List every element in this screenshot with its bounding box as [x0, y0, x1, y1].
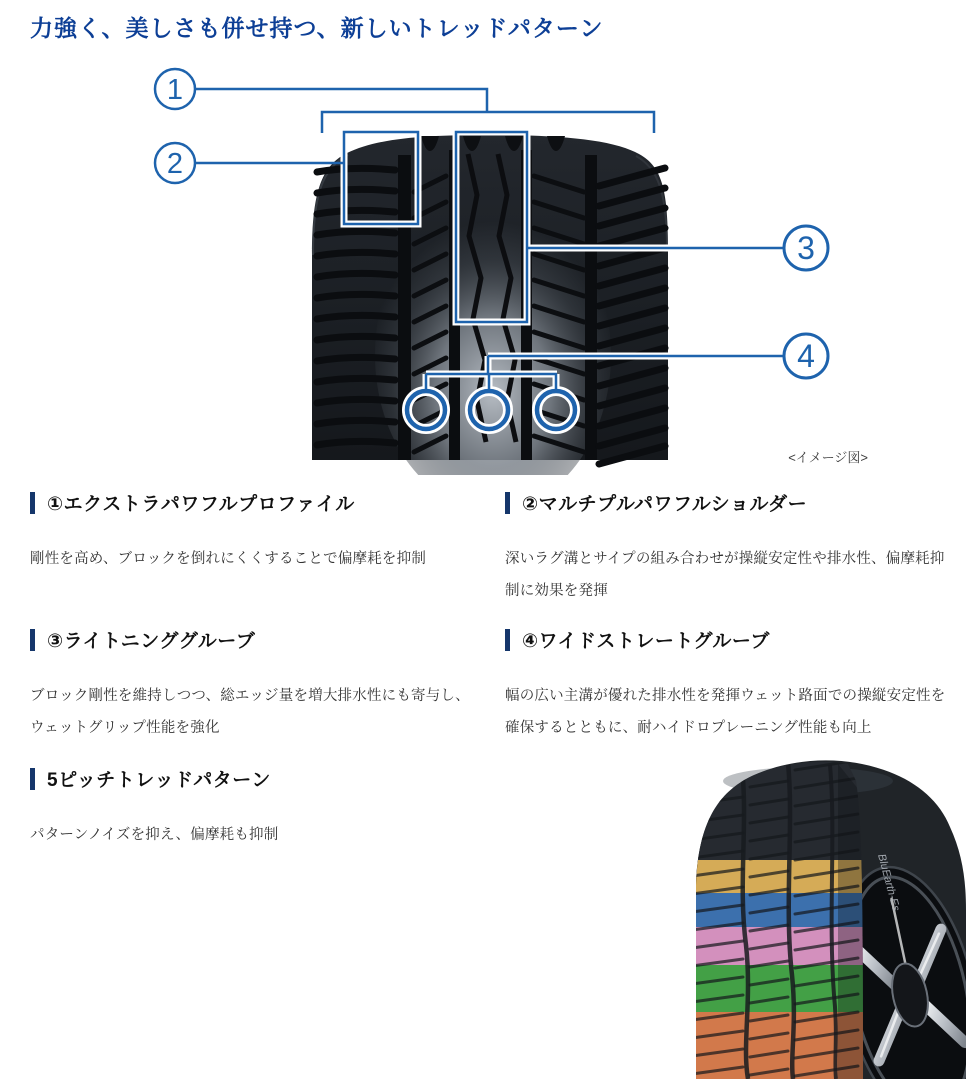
feature-1-body: 剛性を高め、ブロックを倒れにくくすることで偏摩耗を抑制 — [30, 551, 427, 567]
feature-section-3 — [30, 626, 478, 744]
heading-accent-bar — [505, 492, 510, 514]
feature-section-5 — [30, 765, 478, 851]
feature-4-heading — [505, 626, 953, 653]
feature-5-heading — [30, 765, 478, 792]
feature-5-heading-text: 5ピッチトレッドパターン — [47, 770, 271, 791]
feature-2-body: 深いラグ溝とサイプの組み合わせが操縦安定性や排水性、偏摩耗抑制に効果を発揮 — [505, 551, 945, 599]
feature-section-1 — [30, 489, 478, 575]
callout-numeral-1: 1 — [166, 74, 184, 106]
callout-numeral-3: 3 — [797, 230, 815, 266]
pitch-band-tread — [690, 755, 864, 1079]
feature-1-heading — [30, 489, 478, 516]
feature-4-heading-text: ④ワイドストレートグルーブ — [522, 631, 770, 652]
feature-2-heading-text: ②マルチプルパワフルショルダー — [522, 494, 808, 515]
feature-section-2 — [505, 489, 953, 607]
callout-numeral-2: 2 — [166, 148, 184, 180]
heading-accent-bar — [30, 492, 35, 514]
callout-numeral-4: 4 — [797, 338, 815, 374]
page-title: 力強く、美しさも併せ持つ、新しいトレッドパターン — [30, 15, 604, 41]
five-pitch-tire-image — [690, 755, 966, 1079]
image-caption: <イメージ図> — [788, 450, 868, 465]
heading-accent-bar — [30, 768, 35, 790]
feature-section-4 — [505, 626, 953, 744]
feature-3-body: ブロック剛性を維持しつつ、総エッジ量を増大排水性にも寄与し、ウェットグリップ性能を強化 — [30, 688, 470, 736]
feature-3-heading-text: ③ライトニンググルーブ — [47, 631, 256, 652]
tread-pattern-diagram — [0, 60, 966, 475]
tire-sidewall-text: BluEarth-Es — [875, 852, 902, 913]
feature-3-heading — [30, 626, 478, 653]
heading-accent-bar — [505, 629, 510, 651]
feature-4-body: 幅の広い主溝が優れた排水性を発揮ウェット路面での操縦安定性を確保するとともに、耐ハイドロプレーニング性能も向上 — [505, 688, 946, 736]
callout-1-line — [196, 89, 487, 112]
feature-1-heading-text: ①エクストラパワフルプロファイル — [47, 494, 355, 515]
heading-accent-bar — [30, 629, 35, 651]
feature-2-heading — [505, 489, 953, 516]
feature-5-body: パターンノイズを抑え、偏摩耗も抑制 — [30, 827, 279, 843]
